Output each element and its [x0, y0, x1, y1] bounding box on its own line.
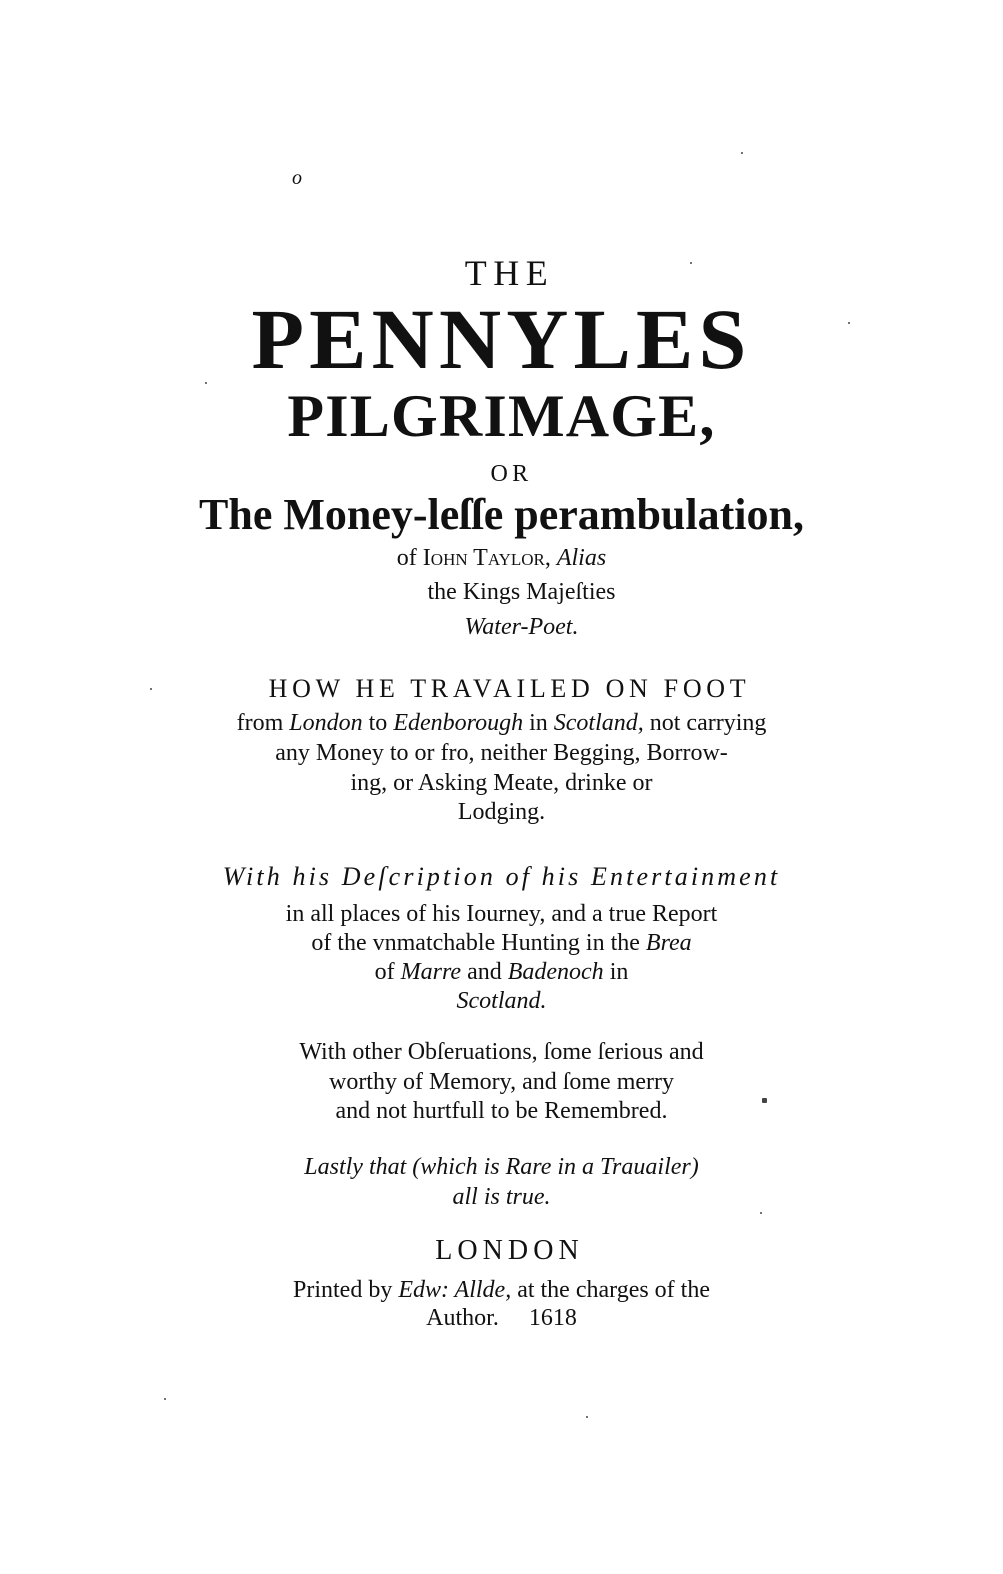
description-hunting: of the vnmatchable Hunting in the	[311, 930, 640, 956]
page-mark: o	[292, 167, 302, 189]
travel-edenborough: Edenborough	[393, 710, 524, 736]
observations-line-1: With other Obſeruations, ſome ſerious and	[299, 1039, 704, 1065]
author-line-3	[0, 615, 1003, 639]
author-line	[0, 546, 1003, 570]
travel-to: to	[368, 710, 388, 736]
description-and: and	[467, 959, 502, 985]
description-line-5: Scotland.	[456, 988, 547, 1014]
scan-speck	[164, 1398, 166, 1400]
imprint-charges: at the charges of the	[517, 1277, 710, 1303]
author-line-2: the Kings Majeſties	[427, 579, 616, 605]
imprint-printed-by: Printed by	[292, 1277, 393, 1303]
imprint-author: Author.	[426, 1305, 499, 1331]
scan-speck	[760, 1212, 762, 1214]
author-alias: Alias	[556, 545, 607, 571]
travel-line-2: any Money to or fro, neither Begging, Borrow-	[275, 740, 728, 766]
travel-rest: not carrying	[649, 710, 767, 736]
description-line-2: in all places of his Iourney, and a true Report	[285, 901, 718, 927]
travel-line-3: ing, or Asking Meate, drinke or	[350, 770, 653, 796]
travel-from: from	[236, 710, 284, 736]
scan-speck	[586, 1416, 588, 1418]
author-water-poet: Water-Poet.	[464, 614, 579, 640]
subtitle: The Money-leſſe perambulation,	[199, 490, 804, 539]
scan-speck	[741, 152, 743, 154]
description-line-3	[0, 931, 1003, 955]
travel-heading: HOW HE TRAVAILED ON FOOT	[268, 674, 751, 703]
title-pilgrimage: PILGRIMAGE,	[287, 383, 716, 449]
imprint-city: LONDON	[435, 1235, 584, 1266]
observations-line-2: worthy of Memory, and ſome merry	[328, 1069, 675, 1095]
travel-scotland: Scotland,	[553, 710, 644, 736]
travel-line-1	[0, 711, 1003, 735]
title-pennyles: PENNYLES	[251, 291, 752, 387]
description-brea: Brea	[645, 930, 692, 956]
title-the: THE	[464, 253, 555, 293]
description-in: in	[609, 959, 629, 985]
lastly-line-1: Lastly that (which is Rare in a Trauailer)	[304, 1154, 699, 1180]
description-marre: Marre	[400, 959, 462, 985]
title-or: OR	[490, 461, 533, 487]
observations-line-3: and not hurtfull to be Remembred.	[335, 1098, 668, 1124]
travel-line-4: Lodging.	[457, 799, 546, 825]
travel-london: London	[289, 710, 363, 736]
imprint-line-1	[0, 1278, 1003, 1302]
imprint-line-2	[0, 1306, 1003, 1330]
description-of: of	[374, 959, 395, 985]
lastly-line-2: all is true.	[452, 1184, 551, 1210]
author-name: Iohn Taylor,	[422, 545, 551, 571]
description-badenoch: Badenoch	[507, 959, 604, 985]
travel-in: in	[529, 710, 548, 736]
author-of: of	[396, 545, 417, 571]
imprint-printer: Edw: Allde,	[398, 1277, 512, 1303]
imprint-year: 1618	[528, 1305, 577, 1331]
description-line-4	[0, 960, 1003, 984]
scan-speck	[205, 382, 207, 384]
description-line-1: With his Deſcription of his Entertainment	[222, 862, 781, 891]
